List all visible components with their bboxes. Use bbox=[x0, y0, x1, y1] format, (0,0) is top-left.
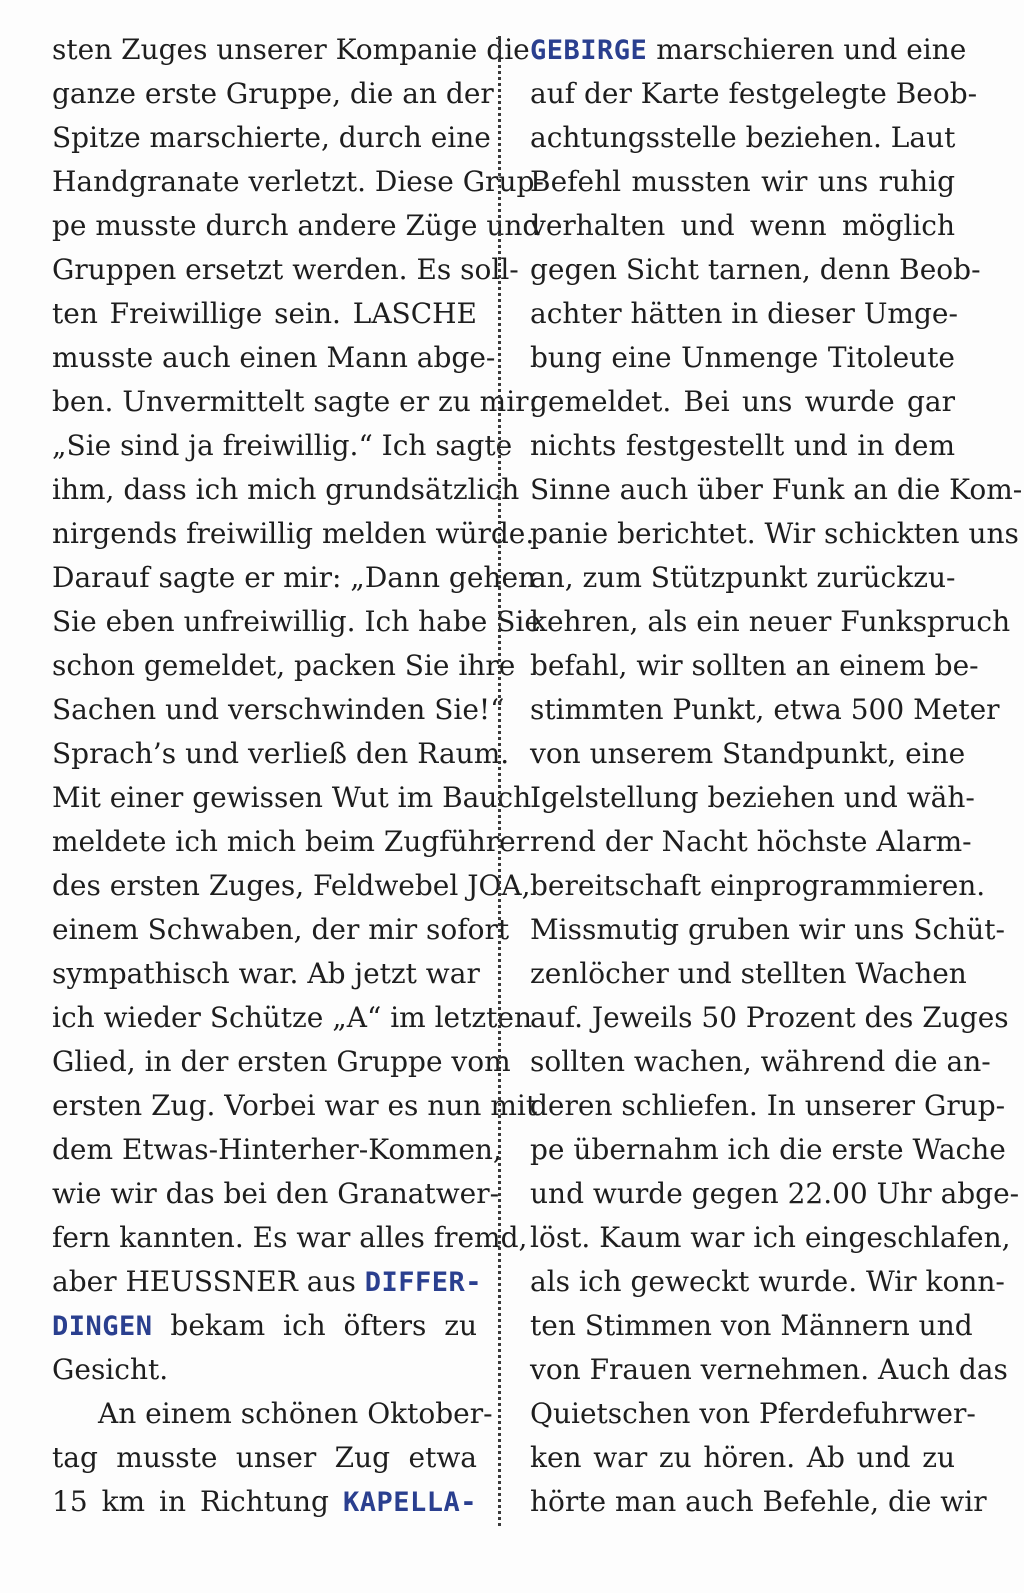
text-line: Handgranate verletzt. Diese Grup- bbox=[52, 165, 544, 198]
text-line: schon gemeldet, packen Sie ihre bbox=[52, 649, 516, 682]
text-line: pe musste durch andere Züge und bbox=[52, 209, 541, 242]
text-line: als ich geweckt wurde. Wir konn- bbox=[530, 1265, 1005, 1298]
text-line: pe übernahm ich die erste Wache bbox=[530, 1133, 1006, 1166]
text-line: musste auch einen Mann abge- bbox=[52, 341, 496, 374]
text-line: Spitze marschierte, durch eine bbox=[52, 121, 491, 154]
text-line: tag musste unser Zug etwa bbox=[52, 1441, 477, 1474]
text-line: einem Schwaben, der mir sofort bbox=[52, 913, 510, 946]
text-line: Gruppen ersetzt werden. Es soll- bbox=[52, 253, 519, 286]
text-line: Sachen und verschwinden Sie!“ bbox=[52, 693, 505, 726]
paragraph-end-line: Gesicht. bbox=[52, 1353, 169, 1386]
text-line: rend der Nacht höchste Alarm- bbox=[530, 825, 972, 858]
column-divider bbox=[498, 36, 501, 1526]
text-line: fern kannten. Es war alles fremd, bbox=[52, 1221, 528, 1254]
text-line: des ersten Zuges, Feldwebel JOA, bbox=[52, 869, 531, 902]
text-line: Missmutig gruben wir uns Schüt- bbox=[530, 913, 1005, 946]
text-line: sten Zuges unserer Kompanie die bbox=[52, 33, 530, 66]
line-text: bekam ich öfters zu bbox=[170, 1309, 477, 1342]
text-line: achtungsstelle beziehen. Laut bbox=[530, 121, 956, 154]
place-name-differdingen-cont: DINGEN bbox=[52, 1311, 153, 1342]
text-line: von unserem Standpunkt, eine bbox=[530, 737, 966, 770]
text-line: Sinne auch über Funk an die Kom- bbox=[530, 473, 1023, 506]
text-line: nirgends freiwillig melden würde. bbox=[52, 517, 535, 550]
text-line: kehren, als ein neuer Funkspruch bbox=[530, 605, 1011, 638]
text-line: achter hätten in dieser Umge- bbox=[530, 297, 958, 330]
line-text: aber HEUSSNER aus bbox=[52, 1265, 356, 1298]
text-line: gegen Sicht tarnen, denn Beob- bbox=[530, 253, 981, 286]
text-line: an, zum Stützpunkt zurückzu- bbox=[530, 561, 956, 594]
text-line: gemeldet. Bei uns wurde gar bbox=[530, 385, 955, 418]
text-line: Igelstellung beziehen und wäh- bbox=[530, 781, 975, 814]
text-line: ten Stimmen von Männern und bbox=[530, 1309, 973, 1342]
text-line: und wurde gegen 22.00 Uhr abge- bbox=[530, 1177, 1020, 1210]
line-text: 15 km in Richtung bbox=[52, 1485, 329, 1518]
text-line: verhalten und wenn möglich bbox=[530, 209, 955, 242]
text-line: von Frauen vernehmen. Auch das bbox=[530, 1353, 1008, 1386]
text-line: Glied, in der ersten Gruppe vom bbox=[52, 1045, 511, 1078]
text-line: deren schliefen. In unserer Grup- bbox=[530, 1089, 1006, 1122]
text-line: ersten Zug. Vorbei war es nun mit bbox=[52, 1089, 538, 1122]
text-line: zenlöcher und stellten Wachen bbox=[530, 957, 967, 990]
text-line: ihm, dass ich mich grundsätzlich bbox=[52, 473, 520, 506]
text-line: auf der Karte festgelegte Beob- bbox=[530, 77, 978, 110]
text-line bbox=[52, 1480, 477, 1524]
text-line: Sie eben unfreiwillig. Ich habe Sie bbox=[52, 605, 541, 638]
text-line: ben. Unvermittelt sagte er zu mir: bbox=[52, 385, 538, 418]
text-line: löst. Kaum war ich eingeschlafen, bbox=[530, 1221, 1011, 1254]
text-line: bung eine Unmenge Titoleute bbox=[530, 341, 955, 374]
place-name-differdingen: DIFFER- bbox=[364, 1267, 483, 1298]
text-line: dem Etwas-Hinterher-Kommen, bbox=[52, 1133, 502, 1166]
line-text: marschieren und eine bbox=[656, 33, 967, 66]
text-line: Darauf sagte er mir: „Dann gehen bbox=[52, 561, 537, 594]
text-line: nichts festgestellt und in dem bbox=[530, 429, 955, 462]
text-line bbox=[52, 1260, 483, 1304]
text-line: ken war zu hören. Ab und zu bbox=[530, 1441, 955, 1474]
text-line: Befehl mussten wir uns ruhig bbox=[530, 165, 955, 198]
right-text-column bbox=[530, 28, 1023, 1524]
text-line: Sprach’s und verließ den Raum. bbox=[52, 737, 510, 770]
text-line: auf. Jeweils 50 Prozent des Zuges bbox=[530, 1001, 1009, 1034]
text-line: meldete ich mich beim Zugführer bbox=[52, 825, 530, 858]
text-line: Quietschen von Pferdefuhrwer- bbox=[530, 1397, 976, 1430]
text-line: Mit einer gewissen Wut im Bauch bbox=[52, 781, 532, 814]
place-name-kapella: KAPELLA- bbox=[342, 1487, 477, 1518]
text-line: ten Freiwillige sein. LASCHE bbox=[52, 297, 477, 330]
text-line: wie wir das bei den Granatwer- bbox=[52, 1177, 500, 1210]
paragraph-start-line: An einem schönen Oktober- bbox=[98, 1397, 493, 1430]
text-line: hörte man auch Befehle, die wir bbox=[530, 1485, 987, 1518]
text-line: sollten wachen, während die an- bbox=[530, 1045, 991, 1078]
text-line bbox=[52, 1304, 477, 1348]
text-line: bereitschaft einprogrammieren. bbox=[530, 869, 986, 902]
text-line bbox=[530, 28, 967, 72]
text-line: „Sie sind ja freiwillig.“ Ich sagte bbox=[52, 429, 513, 462]
text-line: panie berichtet. Wir schickten uns bbox=[530, 517, 1019, 550]
text-line: sympathisch war. Ab jetzt war bbox=[52, 957, 480, 990]
text-line: ganze erste Gruppe, die an der bbox=[52, 77, 494, 110]
place-name-gebirge: GEBIRGE bbox=[530, 35, 648, 66]
text-line: ich wieder Schütze „A“ im letzten bbox=[52, 1001, 532, 1034]
text-line: befahl, wir sollten an einem be- bbox=[530, 649, 979, 682]
text-line: stimmten Punkt, etwa 500 Meter bbox=[530, 693, 1000, 726]
left-text-column bbox=[52, 28, 544, 1524]
